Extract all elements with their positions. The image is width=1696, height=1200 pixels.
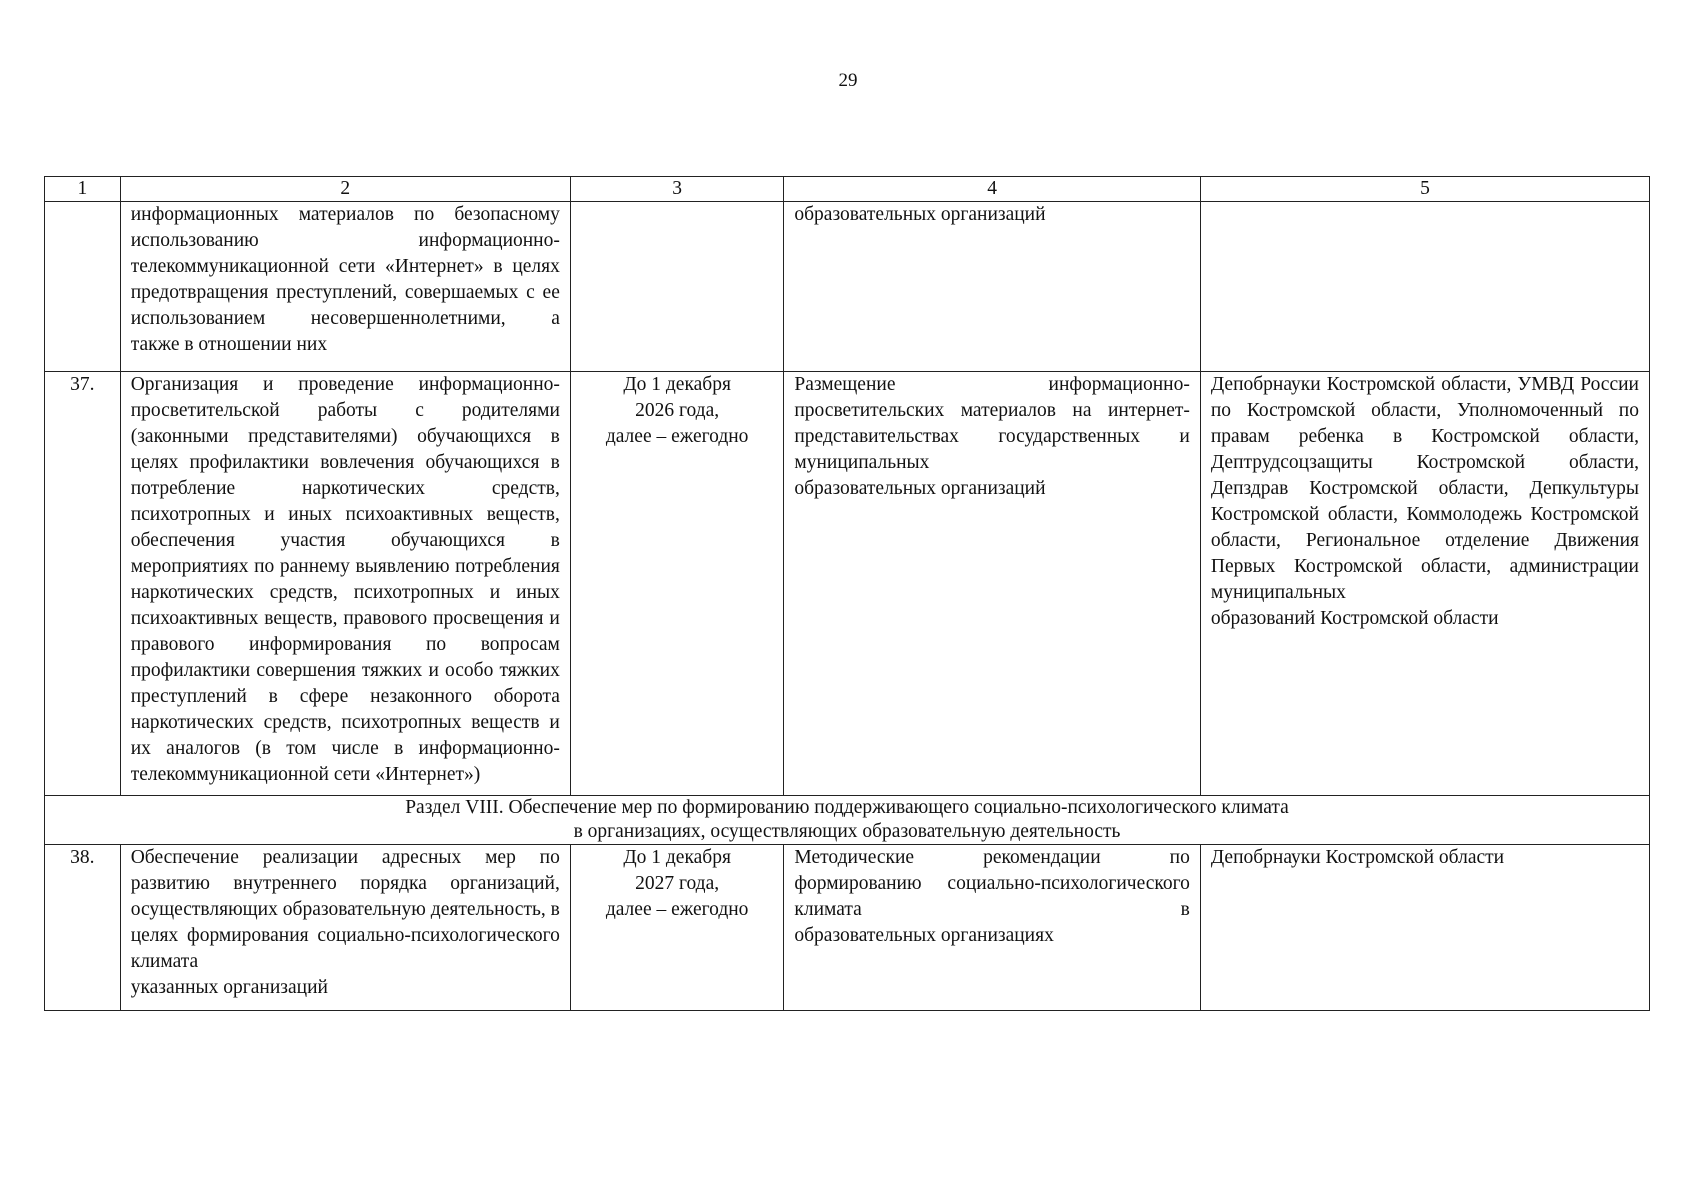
table-row — [45, 372, 1650, 796]
section-heading — [45, 796, 1650, 845]
executors-text: Депобрнауки Костромской области — [1210, 847, 1505, 868]
result-cell — [784, 202, 1201, 372]
plan-table — [44, 176, 1650, 1011]
measure-text-last: телекоммуникационной сети «Интернет») — [130, 764, 481, 785]
measure-cell — [120, 202, 570, 372]
result-text-last: образовательных организациях — [794, 925, 1054, 946]
measure-cell — [120, 372, 570, 796]
measure-text-last: указанных организаций — [130, 977, 328, 998]
column-header-2: 2 — [120, 177, 570, 202]
deadline-cell: До 1 декабря 2027 года, далее – ежегодно — [570, 845, 784, 1011]
measure-text: информационных материалов по безопасному использованию информационно-телекоммуникационной сети «Интернет» в целях предотвращения преступлений, совершаемых с ее использованием несовершеннолетними, а — [130, 204, 560, 329]
row-number: 38. — [45, 845, 121, 1011]
result-text: образовательных организаций — [794, 204, 1046, 225]
executors-cell — [1200, 202, 1649, 372]
column-header-4: 4 — [784, 177, 1201, 202]
page-number: 29 — [838, 70, 858, 91]
row-number: 37. — [45, 372, 121, 796]
executors-cell — [1200, 372, 1649, 796]
measure-text-last: также в отношении них — [130, 334, 328, 355]
measure-cell — [120, 845, 570, 1011]
column-header-5: 5 — [1200, 177, 1649, 202]
table-row — [45, 202, 1650, 372]
column-header-3: 3 — [570, 177, 784, 202]
column-header-1: 1 — [45, 177, 121, 202]
section-title-line-1: Раздел VIII. Обеспечение мер по формированию поддерживающего социально-психологического климата — [405, 797, 1289, 818]
executors-cell — [1200, 845, 1649, 1011]
measure-text: Организация и проведение информационно-просветительской работы с родителями (законными представителями) обучающихся в целях профилактики вовлечения обучающихся в потребление наркотических средств, психотропных и иных психоактивных веществ, обеспечения участия обучающихся в мероприятиях по раннему выявлению потребления наркотических средств, психотропных и иных психоактивных веществ, правового просвещения и правового информирования по вопросам профилактики совершения тяжких и особо тяжких преступлений в сфере незаконного оборота наркотических средств, психотропных веществ и их аналогов (в том числе в информационно- — [130, 374, 560, 759]
row-number — [45, 202, 121, 372]
measure-text: Обеспечение реализации адресных мер по развитию внутреннего порядка организаций, осуществляющих образовательную деятельность, в целях формирования социально-психологического климата — [130, 847, 560, 972]
deadline-cell — [570, 202, 784, 372]
section-row — [45, 796, 1650, 845]
section-title-line-2: в организациях, осуществляющих образовательную деятельность — [573, 821, 1121, 842]
result-text: Размещение информационно-просветительских материалов на интернет-представительствах государственных и муниципальных — [794, 374, 1190, 473]
result-cell — [784, 845, 1201, 1011]
result-text-last: образовательных организаций — [794, 478, 1046, 499]
result-cell — [784, 372, 1201, 796]
table-row — [45, 845, 1650, 1011]
deadline-cell: До 1 декабря 2026 года, далее – ежегодно — [570, 372, 784, 796]
result-text: Методические рекомендации по формированию социально-психологического климата в — [794, 847, 1190, 920]
executors-text: Депобрнауки Костромской области, УМВД России по Костромской области, Уполномоченный по правам ребенка в Костромской области, Дептрудсоцзащиты Костромской области, Депздрав Костромской области, Депкультуры Костромской области, Коммолодежь Костромской области, Региональное отделение Движения Первых Костромской области, администрации муниципальных — [1210, 374, 1639, 603]
header-row — [45, 177, 1650, 202]
executors-text-last: образований Костромской области — [1210, 608, 1499, 629]
